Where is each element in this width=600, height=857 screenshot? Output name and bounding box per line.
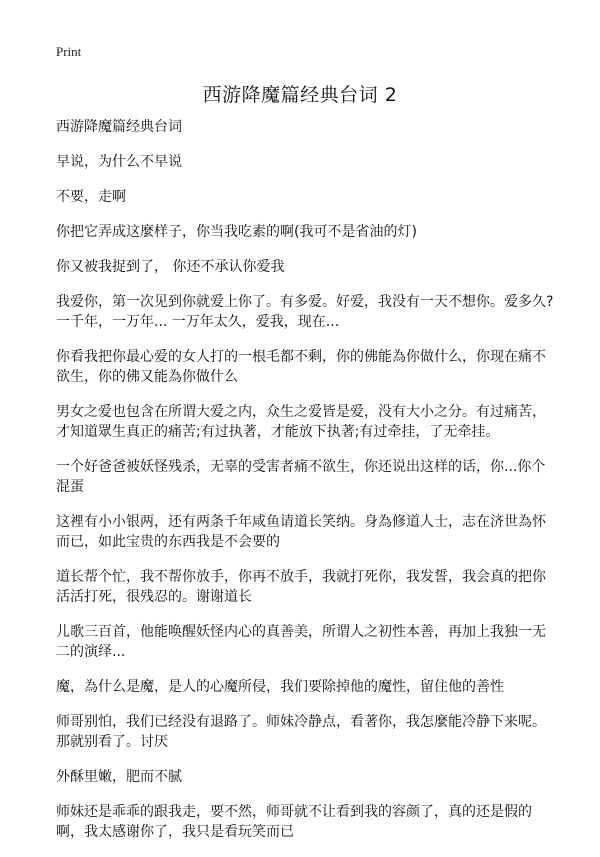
paragraph: 男女之爱也包含在所谓大爱之内，众生之爱皆是爱，没有大小之分。有过痛苦，才知道眾生真正的痛苦;有过执著，才能放下执著;有过牵挂，了无牵挂。 <box>56 404 546 440</box>
paragraph: 师哥别怕，我们已经没有退路了。师妹冷静点，看著你，我怎麼能冷静下来呢。那就别看了。讨厌 <box>56 714 546 750</box>
paragraph: 师妹还是乖乖的跟我走，要不然，师哥就不让看到我的容颜了，真的还是假的啊，我太感谢你了，我只是看玩笑而已 <box>56 804 532 840</box>
paragraph: 儿歌三百首，他能唤醒妖怪内心的真善美，所谓人之初性本善，再加上我独一无二的演绎... <box>56 624 546 660</box>
paragraph: 这裡有小小银两，还有两条千年咸鱼请道长笑纳。身為修道人士，志在济世為怀而已，如此宝贵的东西我是不会要的 <box>56 514 546 550</box>
paragraph: 不要，走啊 <box>56 189 126 205</box>
document-body <box>56 117 554 857</box>
paragraph: 你看我把你最心爱的女人打的一根毛都不剩，你的佛能為你做什么，你现在痛不欲生，你的佛又能為你做什么 <box>56 349 546 385</box>
paragraph: 我爱你，第一次见到你就爱上你了。有多爱。好爱，我没有一天不想你。爱多久?一千年，一万年... 一万年太久，爱我，现在... <box>56 294 554 330</box>
paragraph: 道长帮个忙，我不帮你放手，你再不放手，我就打死你，我发誓，我会真的把你活活打死，很残忍的。谢谢道长 <box>56 569 546 605</box>
print-label: Print <box>56 44 82 59</box>
paragraph: 魔，為什么是魔，是人的心魔所侵，我们要除掉他的魔性，留住他的善性 <box>56 679 504 695</box>
paragraph: 早说，为什么不早说 <box>56 154 182 170</box>
paragraph: 你把它弄成这麼样子，你当我吃素的啊(我可不是省油的灯) <box>56 224 417 240</box>
paragraph: 外酥里嫩，肥而不腻 <box>56 769 182 785</box>
paragraph: 西游降魔篇经典台词 <box>56 119 182 135</box>
paragraph: 你又被我捉到了， 你还不承认你爱我 <box>56 259 285 275</box>
page-title: 西游降魔篇经典台词 2 <box>202 84 398 106</box>
paragraph: 一个好爸爸被妖怪残杀，无辜的受害者痛不欲生，你还说出这样的话，你...你个混蛋 <box>56 459 546 495</box>
